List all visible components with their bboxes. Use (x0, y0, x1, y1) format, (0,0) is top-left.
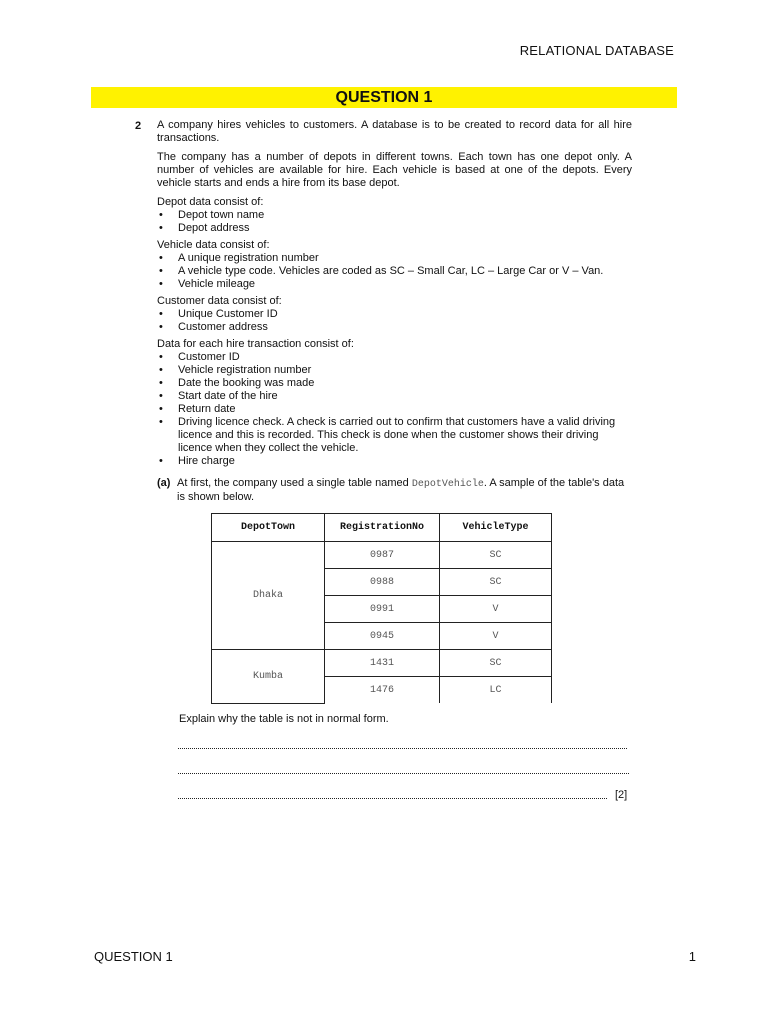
list-item: • Vehicle registration number (157, 364, 632, 377)
vehicle-type-cell: SC (440, 542, 552, 569)
hire-data-lead: Data for each hire transaction consist of: (157, 338, 354, 350)
list-item: • Date the booking was made (157, 377, 632, 390)
depot-town-cell: Dhaka (212, 542, 325, 650)
column-header: DepotTown (212, 514, 325, 542)
registration-cell: 0991 (325, 596, 440, 623)
vehicle-type-cell: SC (440, 650, 552, 677)
list-item: • Unique Customer ID (157, 308, 632, 321)
list-item: • Vehicle mileage (157, 278, 632, 291)
part-a-text-after: . A sample of the table's data is shown below. (177, 477, 625, 503)
vehicle-data-lead: Vehicle data consist of: (157, 239, 270, 251)
running-header: RELATIONAL DATABASE (519, 43, 674, 58)
answer-line[interactable] (178, 773, 629, 774)
depot-data-list (157, 209, 632, 235)
registration-cell: 0987 (325, 542, 440, 569)
customer-data-list (157, 308, 632, 334)
part-a-label: (a) (157, 477, 171, 489)
explain-prompt: Explain why the table is not in normal form. (179, 713, 389, 725)
registration-cell: 1431 (325, 650, 440, 677)
part-a-text (157, 477, 632, 504)
list-item: • A unique registration number (157, 252, 632, 265)
list-item: • Driving licence check. A check is carried out to confirm that customers have a valid driving licence and this is recorded. This check is done when the customer shows their driving licence when they collect the vehicle. (157, 416, 632, 455)
list-item: • Depot address (157, 222, 632, 235)
column-header: RegistrationNo (325, 514, 440, 542)
depot-paragraph: The company has a number of depots in different towns. Each town has one depot only. A number of vehicles are available for hire. Each vehicle is based at one of the depots. Every vehicle starts and ends a hire from its base depot. (157, 151, 632, 189)
vehicle-type-cell: LC (440, 677, 552, 704)
part-a (157, 477, 632, 504)
question-body (157, 119, 632, 472)
page-number: 1 (688, 949, 696, 964)
footer-label: QUESTION 1 (94, 949, 173, 964)
registration-cell: 0945 (325, 623, 440, 650)
depot-town-cell: Kumba (212, 650, 325, 704)
list-item: • Return date (157, 403, 632, 416)
list-item: • Start date of the hire (157, 390, 632, 403)
registration-cell: 0988 (325, 569, 440, 596)
list-item: • A vehicle type code. Vehicles are coded as SC – Small Car, LC – Large Car or V – Van. (157, 265, 632, 278)
intro-paragraph: A company hires vehicles to customers. A database is to be created to record data for all hire transactions. (157, 119, 632, 144)
depot-vehicle-table (211, 513, 552, 704)
list-item: • Hire charge (157, 455, 632, 468)
question-banner: QUESTION 1 (91, 87, 677, 108)
list-item: • Customer address (157, 321, 632, 334)
table-name: DepotVehicle (411, 479, 484, 490)
list-item: • Customer ID (157, 351, 632, 364)
vehicle-data-list (157, 252, 632, 291)
marks-label: [2] (615, 789, 628, 801)
table-row (212, 650, 552, 677)
list-item: • Depot town name (157, 209, 632, 222)
vehicle-type-cell: V (440, 596, 552, 623)
answer-line[interactable] (178, 748, 627, 749)
part-a-text-before: At first, the company used a single table named (177, 477, 412, 489)
question-number: 2 (135, 120, 142, 132)
customer-data-lead: Customer data consist of: (157, 295, 282, 307)
hire-data-list (157, 351, 632, 468)
table-header-row (212, 514, 552, 542)
depot-data-lead: Depot data consist of: (157, 196, 264, 208)
vehicle-type-cell: SC (440, 569, 552, 596)
table-row (212, 542, 552, 569)
column-header: VehicleType (440, 514, 552, 542)
answer-line[interactable] (178, 798, 607, 799)
registration-cell: 1476 (325, 677, 440, 704)
vehicle-type-cell: V (440, 623, 552, 650)
